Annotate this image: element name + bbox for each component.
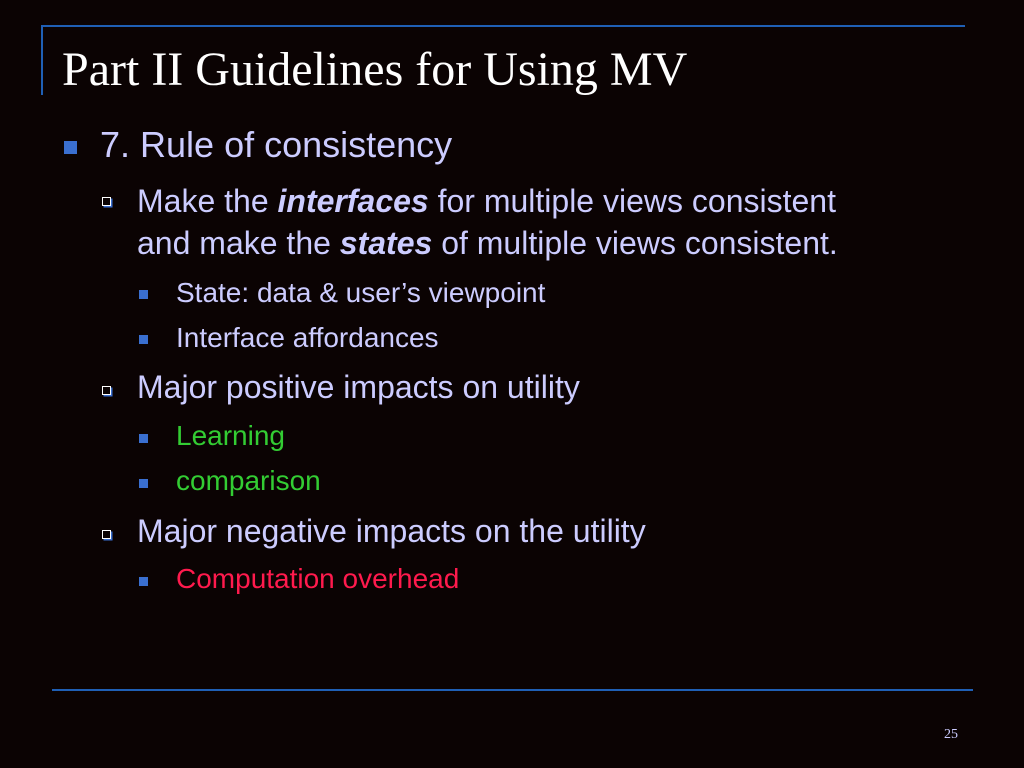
sub-bullet-computation-overhead: Computation overhead [176, 563, 460, 594]
title-rule-left [41, 25, 43, 95]
bullet-hollow-square-icon [102, 386, 111, 395]
text-run: Make the [137, 183, 278, 219]
sub-bullet-state: State: data & user’s viewpoint [176, 277, 546, 308]
sub-bullet-interface-affordances: Interface affordances [176, 322, 439, 353]
sub-bullet-learning: Learning [176, 420, 285, 451]
bullet-square-icon [139, 335, 148, 344]
bullet-square-icon [139, 434, 148, 443]
slide-title: Part II Guidelines for Using MV [62, 43, 688, 96]
bullet-hollow-square-icon [102, 197, 111, 206]
bullet-make-line1 [137, 180, 836, 222]
footer-rule [52, 689, 973, 691]
bullet-hollow-square-icon [102, 530, 111, 539]
bullet-rule-heading: 7. Rule of consistency [100, 124, 453, 165]
page-number: 25 [944, 727, 958, 742]
text-run: for multiple views consistent [428, 183, 836, 219]
text-run: of multiple views consistent. [432, 225, 838, 261]
title-rule-top [41, 25, 965, 27]
emphasis-states: states [339, 225, 433, 261]
bullet-square-icon [64, 141, 77, 154]
bullet-positive-impacts: Major positive impacts on utility [137, 369, 580, 405]
bullet-square-icon [139, 577, 148, 586]
emphasis-interfaces: interfaces [277, 183, 429, 219]
text-run: and make the [137, 225, 340, 261]
bullet-square-icon [139, 290, 148, 299]
sub-bullet-comparison: comparison [176, 465, 321, 496]
bullet-make-line2 [137, 222, 838, 264]
bullet-negative-impacts: Major negative impacts on the utility [137, 513, 646, 549]
bullet-square-icon [139, 479, 148, 488]
